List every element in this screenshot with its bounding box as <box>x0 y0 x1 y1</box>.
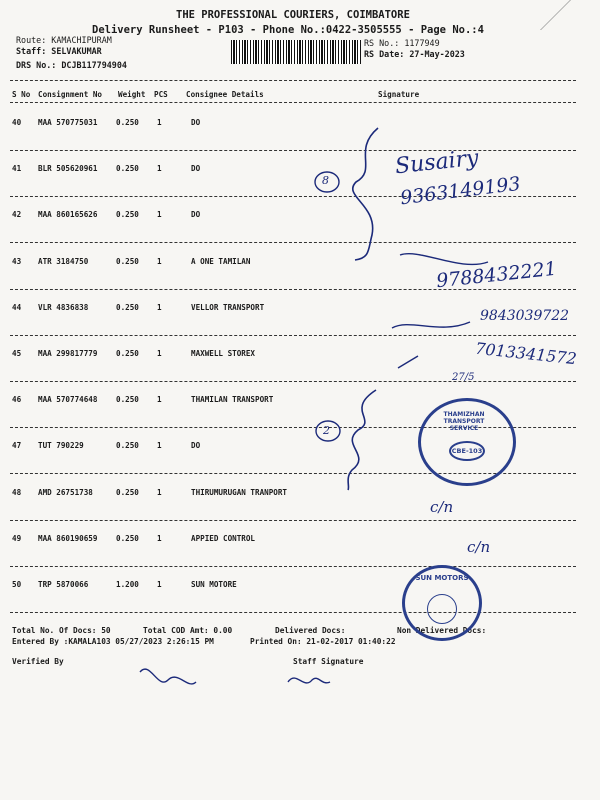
row-pcs: 1 <box>157 164 162 173</box>
row-weight: 0.250 <box>116 210 139 219</box>
cln-note-2: c/n <box>467 538 491 556</box>
row-consignee: VELLOR TRANSPORT <box>191 303 265 312</box>
row-sno: 41 <box>12 164 22 173</box>
row-consignee: DO <box>191 164 201 173</box>
circle-number-1: 8 <box>322 174 329 187</box>
row-consignee: A ONE TAMILAN <box>191 257 251 266</box>
row-consignee: SUN MOTORE <box>191 580 237 589</box>
row-consignee: DO <box>191 210 201 219</box>
row-consignee: THAMILAN TRANSPORT <box>191 395 274 404</box>
row-sno: 42 <box>12 210 22 219</box>
row-pcs: 1 <box>157 580 162 589</box>
company-title: THE PROFESSIONAL COURIERS, COIMBATORE <box>176 9 410 21</box>
verified-by: Verified By <box>12 657 64 666</box>
row-consignment-no: TRP 5870066 <box>38 580 89 589</box>
row-consignee: DO <box>191 441 201 450</box>
staff-signature-label: Staff Signature <box>293 657 364 666</box>
recipient-phone-4: 7013341572 <box>474 338 578 369</box>
row-weight: 0.250 <box>116 164 139 173</box>
thamizhan-stamp <box>418 398 516 486</box>
circle-number-2: 2 <box>323 424 330 437</box>
staff-signature <box>288 678 330 683</box>
drs-number: DRS No.: DCJB117794904 <box>16 60 127 70</box>
stamp-inner-ring <box>427 594 457 624</box>
bracket-stroke-2 <box>348 390 376 490</box>
printed-on: Printed On: 21-02-2017 01:40:22 <box>250 637 396 646</box>
row-sno: 46 <box>12 395 22 404</box>
row-sno: 43 <box>12 257 22 266</box>
row-sno: 47 <box>12 441 22 450</box>
row-consignment-no: TUT 790229 <box>38 441 84 450</box>
recipient-phone-1: 9363149193 <box>399 172 522 210</box>
row-sno: 50 <box>12 580 22 589</box>
row-sno: 45 <box>12 349 22 358</box>
row-pcs: 1 <box>157 303 162 312</box>
runsheet-subtitle: Delivery Runsheet - P103 - Phone No.:0422-3505555 - Page No.:4 <box>92 24 484 36</box>
staff-label: Staff: SELVAKUMAR <box>16 46 102 56</box>
row-sno: 44 <box>12 303 22 312</box>
row-sno: 40 <box>12 118 22 127</box>
recipient-phone-3: 9843039722 <box>480 308 570 324</box>
rs-number: RS No.: 1177949 <box>364 38 440 48</box>
row-weight: 0.250 <box>116 349 139 358</box>
thamizhan-stamp-code: CBE-103 <box>449 441 485 461</box>
signed-date: 27/5 <box>452 372 475 383</box>
total-cod: Total COD Amt: 0.00 <box>143 626 233 635</box>
row-weight: 0.250 <box>116 257 139 266</box>
delivered-docs: Delivered Docs: <box>275 626 346 635</box>
row-weight: 0.250 <box>116 395 139 404</box>
sun-motors-stamp <box>402 565 482 641</box>
row-consignment-no: MAA 570774648 <box>38 395 98 404</box>
row-weight: 0.250 <box>116 488 139 497</box>
row-pcs: 1 <box>157 441 162 450</box>
row-sno: 48 <box>12 488 22 497</box>
row-consignee: DO <box>191 118 201 127</box>
col-weight: Weight <box>118 90 146 99</box>
col-consignee: Consignee Details <box>186 90 264 99</box>
recipient-phone-2: 9788432221 <box>435 257 558 293</box>
row-sno: 49 <box>12 534 22 543</box>
row-consignment-no: MAA 570775031 <box>38 118 98 127</box>
row-pcs: 1 <box>157 210 162 219</box>
signature-45-stroke <box>398 356 418 368</box>
row-pcs: 1 <box>157 257 162 266</box>
col-signature: Signature <box>378 90 420 99</box>
row-consignment-no: MAA 860190659 <box>38 534 98 543</box>
row-weight: 0.250 <box>116 118 139 127</box>
total-docs: Total No. Of Docs: 50 <box>12 626 111 635</box>
row-consignment-no: MAA 299817779 <box>38 349 98 358</box>
row-consignment-no: ATR 3184750 <box>38 257 89 266</box>
row-consignment-no: MAA 860165626 <box>38 210 98 219</box>
row-consignment-no: VLR 4836838 <box>38 303 89 312</box>
row-consignee: APPIED CONTROL <box>191 534 256 543</box>
row-pcs: 1 <box>157 395 162 404</box>
row-weight: 0.250 <box>116 441 139 450</box>
row-consignee: MAXWELL STOREX <box>191 349 256 358</box>
col-sno: S No <box>12 90 31 99</box>
recipient-name: Susairy <box>393 145 480 180</box>
entered-by: Entered By :KAMALA103 05/27/2023 2:26:15 PM <box>12 637 214 646</box>
verifier-signature <box>140 669 196 684</box>
signature-44-stroke <box>392 322 470 328</box>
row-consignee: THIRUMURUGAN TRANPORT <box>191 488 288 497</box>
rs-date: RS Date: 27-May-2023 <box>364 49 465 59</box>
bracket-stroke <box>353 128 378 260</box>
route-label: Route: KAMACHIPURAM <box>16 35 112 45</box>
row-pcs: 1 <box>157 488 162 497</box>
row-pcs: 1 <box>157 534 162 543</box>
thamizhan-stamp-text: THAMIZHAN TRANSPORT SERVICE <box>443 411 485 432</box>
row-weight: 0.250 <box>116 534 139 543</box>
cln-note-1: c/n <box>430 498 454 516</box>
sun-motors-stamp-text: SUN MOTORS <box>415 574 469 582</box>
non-delivered-docs: Non Delivered Docs: <box>397 626 487 635</box>
row-consignment-no: AMD 26751738 <box>38 488 93 497</box>
col-consignment: Consignment No <box>38 90 103 99</box>
row-pcs: 1 <box>157 349 162 358</box>
row-weight: 1.200 <box>116 580 139 589</box>
row-pcs: 1 <box>157 118 162 127</box>
row-consignment-no: BLR 505620961 <box>38 164 98 173</box>
signature-43-stroke <box>400 254 488 265</box>
col-pcs: PCS <box>154 90 168 99</box>
row-weight: 0.250 <box>116 303 139 312</box>
